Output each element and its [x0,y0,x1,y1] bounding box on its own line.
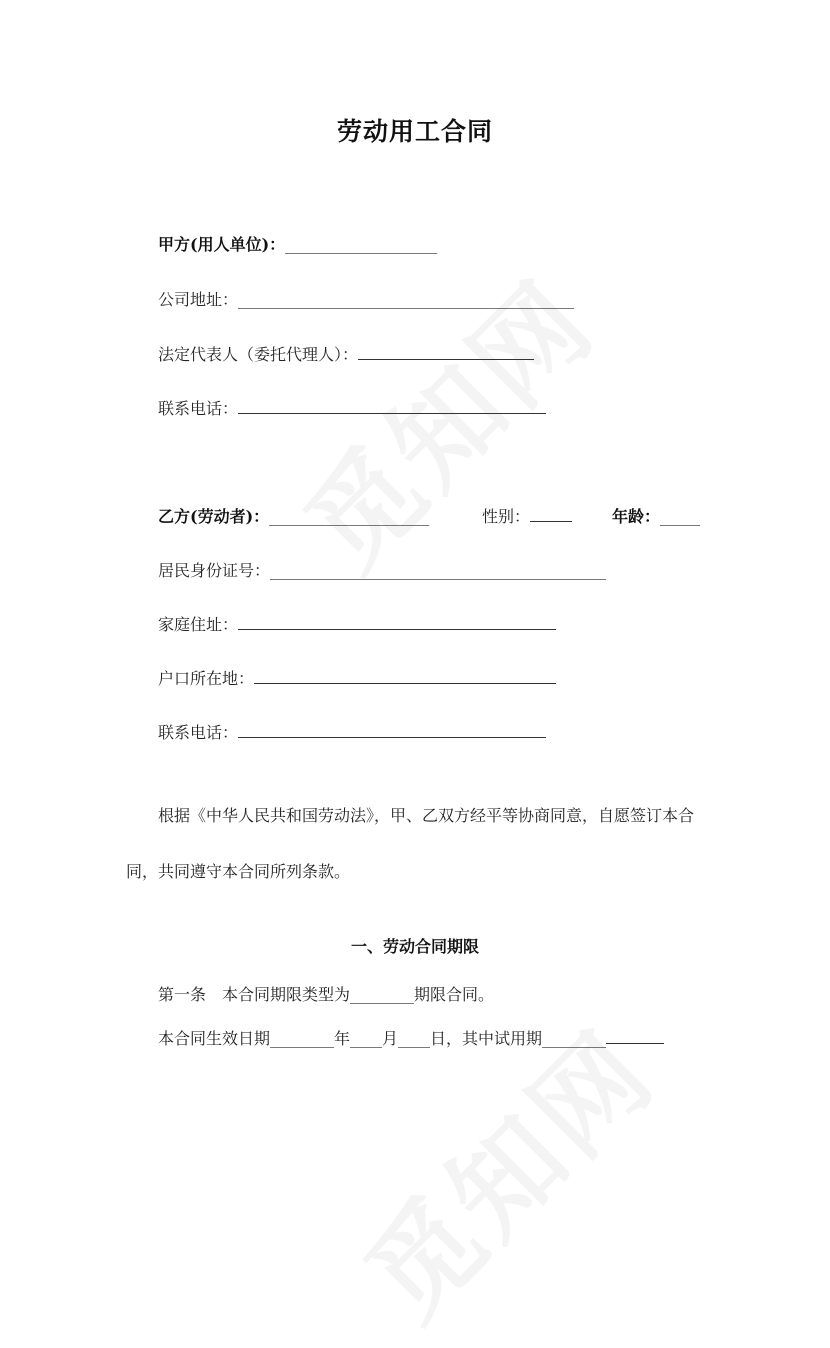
age-field [612,504,700,527]
age-blank[interactable]: _____ [660,507,701,526]
home-address-blank[interactable] [238,615,556,630]
age-label: 年龄： [612,507,661,526]
id-number-label: 居民身份证号： [158,561,271,580]
legal-rep-blank[interactable] [358,345,534,360]
party-a-phone-blank[interactable] [238,399,546,414]
article-1: 第一条 本合同期限类型为________期限合同。 [158,985,495,1004]
party-a-label: 甲方(用人单位)： [158,235,286,254]
party-b-label: 乙方(劳动者)： [158,507,270,526]
page-title: 劳动用工合同 [336,117,493,146]
section-heading: 一、劳动合同期限 [350,937,479,956]
preamble-paragraph: 根据《中华人民共和国劳动法》，甲、乙双方经平等协商同意，自愿签订本合同，共同遵守本合同所列条款。 [126,806,695,881]
legal-rep-row [158,342,534,365]
hukou-row [158,666,556,689]
id-number-row [158,558,606,581]
hukou-label: 户口所在地： [158,669,255,688]
party-b-phone-label: 联系电话： [158,723,239,742]
company-address-blank[interactable]: __________________________________________ [238,290,575,309]
party-a-phone-label: 联系电话： [158,399,239,418]
home-address-row [158,612,556,635]
effective-date-row [158,1026,664,1049]
party-b-phone-row [158,720,546,743]
gender-field [482,504,572,527]
company-address-label: 公司地址： [158,290,239,309]
party-b-phone-blank[interactable] [238,723,546,738]
party-a-phone-row [158,396,546,419]
id-number-blank[interactable]: __________________________________________ [270,561,607,580]
company-address-row [158,287,574,310]
probation-blank[interactable] [606,1029,664,1044]
effective-date-text: 本合同生效日期________年____月____日，其中试用期________ [158,1029,607,1048]
gender-label: 性别： [482,507,531,526]
party-b-row [158,504,429,527]
party-a-row [158,232,437,255]
legal-rep-label: 法定代表人（委托代理人）： [158,345,359,364]
party-b-blank[interactable]: ____________________ [269,507,430,526]
gender-blank[interactable] [530,507,572,522]
home-address-label: 家庭住址： [158,615,239,634]
party-a-blank[interactable]: ___________________ [285,235,438,254]
hukou-blank[interactable] [254,669,556,684]
